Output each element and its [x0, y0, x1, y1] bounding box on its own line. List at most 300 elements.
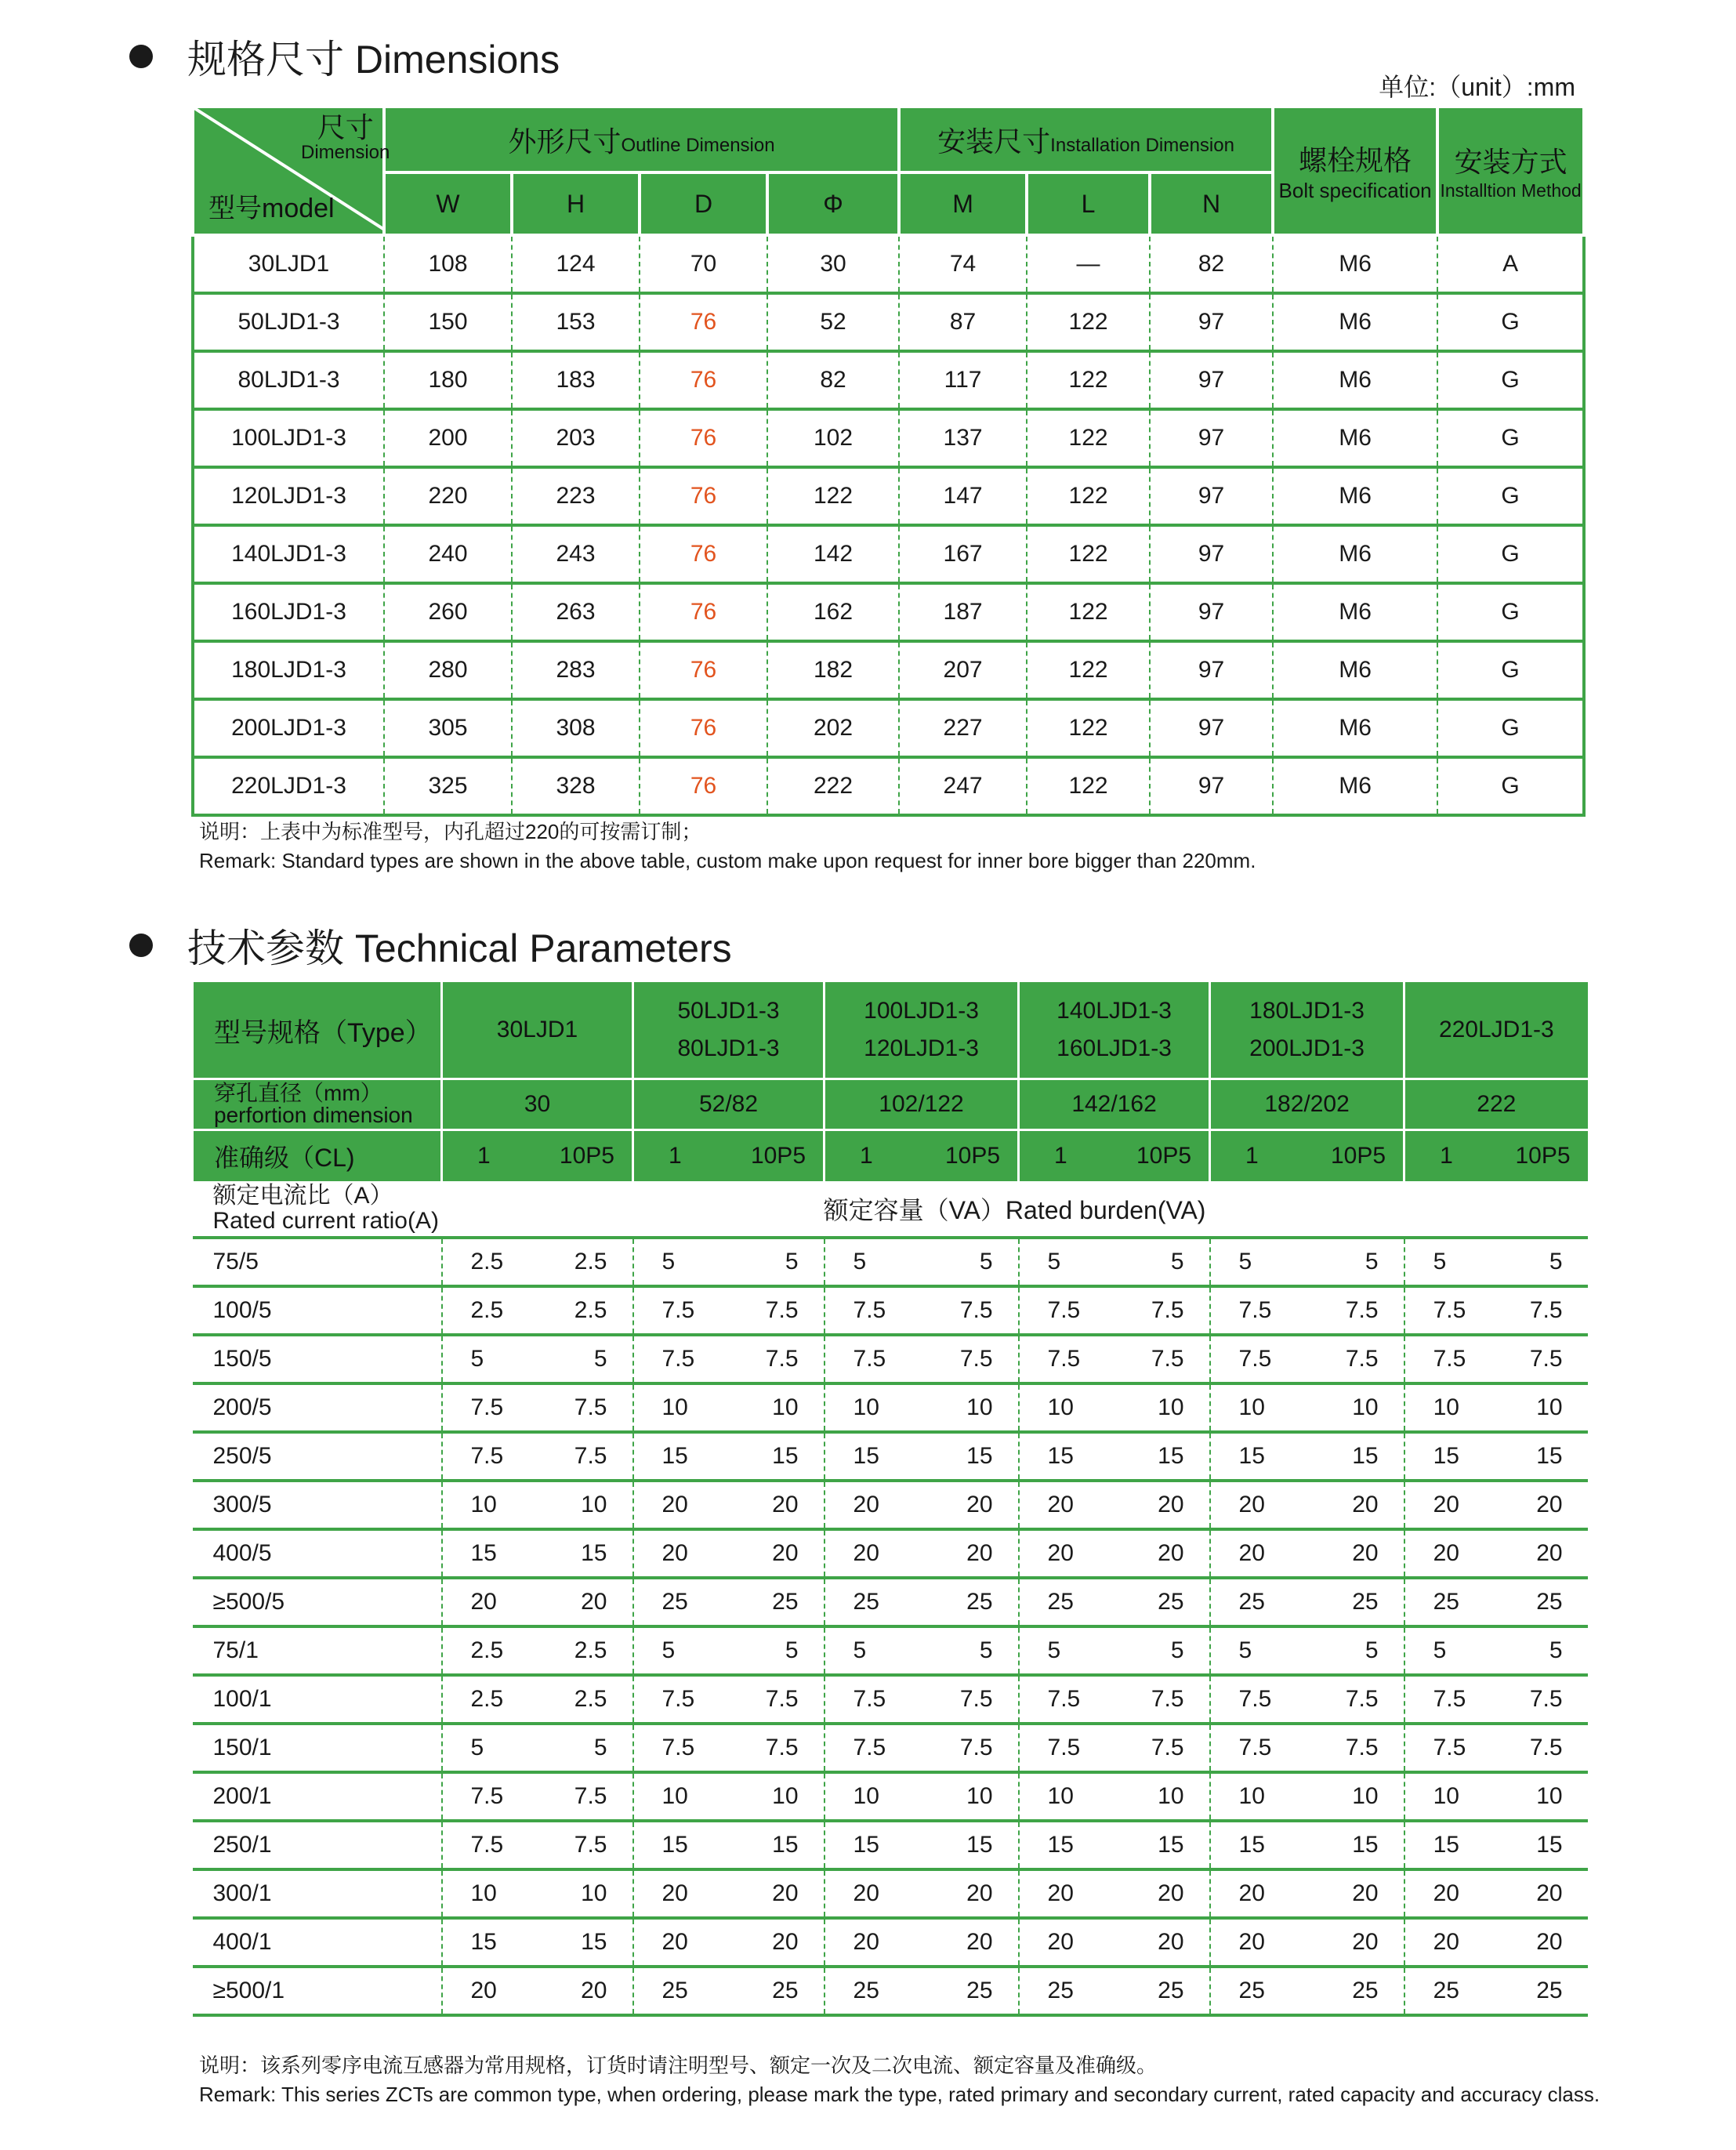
burden-cell: 7.5 — [538, 1821, 633, 1869]
model-cell: 200LJD1-3 — [193, 699, 384, 757]
cl-cell — [1404, 1130, 1588, 1182]
value-cell: G — [1437, 583, 1584, 641]
value-cell: 76 — [640, 351, 767, 409]
col-header: D — [640, 172, 767, 235]
ratio-cell: 400/5 — [193, 1529, 442, 1578]
col-header: M — [899, 172, 1027, 235]
type-name: 80LJD1-3 — [677, 1035, 780, 1061]
install-header: 安装尺寸Installation Dimension — [899, 107, 1273, 172]
burden-cell: 25 — [1019, 1967, 1114, 2015]
cl-cell — [1210, 1130, 1404, 1182]
burden-cell: 20 — [1404, 1481, 1496, 1529]
burden-cell: 7.5 — [922, 1335, 1019, 1383]
burden-cell: 15 — [1210, 1432, 1307, 1481]
burden-cell: 10 — [1210, 1383, 1307, 1432]
value-cell: 308 — [512, 699, 640, 757]
burden-cell: 15 — [538, 1918, 633, 1967]
value-cell: 203 — [512, 409, 640, 467]
value-cell: 167 — [899, 525, 1027, 583]
burden-cell: 20 — [1210, 1918, 1307, 1967]
burden-cell: 20 — [538, 1967, 633, 2015]
cl-value: 10P5 — [1136, 1143, 1192, 1169]
outline-header: 外形尺寸Outline Dimension — [384, 107, 899, 172]
value-cell: 76 — [640, 409, 767, 467]
burden-cell: 20 — [633, 1529, 729, 1578]
col-header: Φ — [767, 172, 899, 235]
value-cell: G — [1437, 699, 1584, 757]
burden-cell: 7.5 — [442, 1772, 538, 1821]
burden-cell: 10 — [442, 1481, 538, 1529]
model-cell: 180LJD1-3 — [193, 641, 384, 699]
table-row — [193, 641, 1584, 699]
value-cell: M6 — [1273, 525, 1437, 583]
corner-header — [193, 107, 390, 235]
value-cell: 87 — [899, 293, 1027, 351]
ratio-cell: ≥500/1 — [193, 1967, 442, 2015]
cl-pair — [443, 1143, 632, 1169]
burden-cell: 7.5 — [633, 1335, 729, 1383]
burden-cell: 20 — [1404, 1918, 1496, 1967]
burden-cell: 25 — [633, 1967, 729, 2015]
burden-cell: 7.5 — [1114, 1286, 1210, 1335]
burden-cell: 15 — [1307, 1821, 1404, 1869]
burden-cell: 10 — [825, 1772, 922, 1821]
burden-cell: 20 — [1114, 1869, 1210, 1918]
value-cell: M6 — [1273, 641, 1437, 699]
dimensions-table — [191, 105, 1586, 817]
value-cell: 142 — [767, 525, 899, 583]
dimensions-note: 说明：上表中为标准型号，内孔超过220的可按需订制； Remark: Standard types are shown in the above table, custom make upon request for inner bore bigger than 220mm. — [199, 820, 1256, 872]
table-row — [193, 1238, 1588, 1286]
burden-cell: 7.5 — [1019, 1335, 1114, 1383]
burden-cell: 15 — [538, 1529, 633, 1578]
burden-cell: 5 — [825, 1626, 922, 1675]
table-row — [193, 1432, 1588, 1481]
burden-cell: 25 — [825, 1578, 922, 1626]
burden-cell: 7.5 — [1114, 1675, 1210, 1724]
table-row — [193, 1869, 1588, 1918]
table-row — [193, 1335, 1588, 1383]
burden-cell: 15 — [633, 1821, 729, 1869]
value-cell: 283 — [512, 641, 640, 699]
burden-cell: 25 — [633, 1578, 729, 1626]
burden-cell: 15 — [1307, 1432, 1404, 1481]
burden-cell: 5 — [922, 1238, 1019, 1286]
burden-cell: 20 — [825, 1481, 922, 1529]
perf-cell: 222 — [1404, 1079, 1588, 1130]
burden-cell: 10 — [922, 1383, 1019, 1432]
burden-cell: 7.5 — [1496, 1675, 1588, 1724]
burden-cell: 20 — [1496, 1869, 1588, 1918]
value-cell: M6 — [1273, 583, 1437, 641]
burden-cell: 25 — [1210, 1578, 1307, 1626]
value-cell: 30 — [767, 235, 899, 293]
bullet-icon — [129, 934, 153, 957]
value-cell: 82 — [1150, 235, 1273, 293]
burden-cell: 10 — [1114, 1772, 1210, 1821]
value-cell: 70 — [640, 235, 767, 293]
table-row — [193, 525, 1584, 583]
burden-cell: 2.5 — [442, 1675, 538, 1724]
cl-value: 1 — [1440, 1143, 1453, 1169]
burden-cell: 25 — [1210, 1967, 1307, 2015]
ratio-label — [193, 1181, 442, 1238]
table-row — [193, 757, 1584, 815]
value-cell: M6 — [1273, 699, 1437, 757]
burden-cell: 20 — [825, 1869, 922, 1918]
cl-value: 1 — [1245, 1143, 1259, 1169]
ratio-cell: 75/1 — [193, 1626, 442, 1675]
burden-cell: 15 — [922, 1432, 1019, 1481]
value-cell: 76 — [640, 699, 767, 757]
cl-cell — [825, 1130, 1019, 1182]
value-cell: 202 — [767, 699, 899, 757]
burden-cell: 5 — [729, 1626, 825, 1675]
model-cell: 120LJD1-3 — [193, 467, 384, 525]
burden-cell: 20 — [1019, 1869, 1114, 1918]
burden-cell: 7.5 — [633, 1286, 729, 1335]
perf-cell: 30 — [442, 1079, 633, 1130]
model-cell: 50LJD1-3 — [193, 293, 384, 351]
burden-cell: 15 — [442, 1529, 538, 1578]
burden-cell: 7.5 — [1307, 1286, 1404, 1335]
burden-cell: 15 — [1404, 1821, 1496, 1869]
burden-cell: 20 — [1404, 1869, 1496, 1918]
burden-cell: 2.5 — [538, 1238, 633, 1286]
value-cell: 76 — [640, 641, 767, 699]
value-cell: G — [1437, 409, 1584, 467]
burden-cell: 20 — [1307, 1869, 1404, 1918]
value-cell: — — [1027, 235, 1150, 293]
burden-cell: 7.5 — [633, 1675, 729, 1724]
value-cell: 76 — [640, 583, 767, 641]
table-row — [193, 1626, 1588, 1675]
burden-cell: 5 — [442, 1335, 538, 1383]
value-cell: 122 — [1027, 351, 1150, 409]
burden-cell: 15 — [1019, 1821, 1114, 1869]
burden-cell: 10 — [1210, 1772, 1307, 1821]
cl-value: 10P5 — [944, 1143, 1001, 1169]
burden-cell: 20 — [922, 1869, 1019, 1918]
burden-cell: 5 — [1210, 1238, 1307, 1286]
burden-cell: 7.5 — [1210, 1675, 1307, 1724]
ratio-cell: 300/1 — [193, 1869, 442, 1918]
burden-cell: 10 — [1019, 1383, 1114, 1432]
type-name: 100LJD1-3 — [864, 998, 979, 1024]
value-cell: 97 — [1150, 293, 1273, 351]
burden-cell: 20 — [1496, 1481, 1588, 1529]
cl-cell — [1019, 1130, 1210, 1182]
burden-cell: 15 — [1496, 1821, 1588, 1869]
burden-cell: 5 — [633, 1626, 729, 1675]
value-cell: 240 — [384, 525, 512, 583]
perf-label-cn: 穿孔直径（mm） — [214, 1081, 382, 1105]
value-cell: 117 — [899, 351, 1027, 409]
technical-note: 说明：该系列零序电流互感器为常用规格，订货时请注明型号、额定一次及二次电流、额定容量及准确级。 Remark: This series ZCTs are common type, when ordering, please mark the type, rated primary and secondary current, rated capacity and accuracy class. — [199, 2054, 1600, 2106]
value-cell: 260 — [384, 583, 512, 641]
value-cell: 220 — [384, 467, 512, 525]
value-cell: 207 — [899, 641, 1027, 699]
perf-cell: 102/122 — [825, 1079, 1019, 1130]
burden-cell: 20 — [922, 1481, 1019, 1529]
burden-cell: 25 — [1019, 1578, 1114, 1626]
burden-cell: 10 — [1496, 1772, 1588, 1821]
col-header: N — [1150, 172, 1273, 235]
value-cell: 122 — [1027, 583, 1150, 641]
ratio-cell: 300/5 — [193, 1481, 442, 1529]
burden-cell: 15 — [922, 1821, 1019, 1869]
dimensions-heading: 规格尺寸 Dimensions — [129, 28, 560, 85]
burden-cell: 15 — [1114, 1821, 1210, 1869]
burden-cell: 20 — [1307, 1918, 1404, 1967]
value-cell: M6 — [1273, 467, 1437, 525]
burden-cell: 10 — [1307, 1772, 1404, 1821]
burden-cell: 20 — [1114, 1481, 1210, 1529]
perf-cell: 142/162 — [1019, 1079, 1210, 1130]
burden-cell: 20 — [633, 1918, 729, 1967]
burden-cell: 7.5 — [825, 1675, 922, 1724]
ratio-cell: 100/5 — [193, 1286, 442, 1335]
burden-cell: 10 — [825, 1383, 922, 1432]
ratio-cell: 75/5 — [193, 1238, 442, 1286]
value-cell: 153 — [512, 293, 640, 351]
burden-cell: 5 — [922, 1626, 1019, 1675]
burden-cell: 10 — [729, 1383, 825, 1432]
col-header: W — [384, 172, 512, 235]
burden-cell: 20 — [1210, 1481, 1307, 1529]
value-cell: 122 — [1027, 467, 1150, 525]
col-header: L — [1027, 172, 1150, 235]
burden-cell: 7.5 — [538, 1772, 633, 1821]
burden-cell: 7.5 — [633, 1724, 729, 1772]
cl-pair — [1211, 1143, 1403, 1169]
burden-cell: 20 — [729, 1529, 825, 1578]
burden-cell: 20 — [1114, 1529, 1210, 1578]
value-cell: G — [1437, 467, 1584, 525]
value-cell: 122 — [1027, 409, 1150, 467]
burden-cell: 5 — [1019, 1238, 1114, 1286]
burden-cell: 10 — [1496, 1383, 1588, 1432]
value-cell: 97 — [1150, 409, 1273, 467]
corner-top-en: Dimension — [301, 141, 390, 163]
type-cell — [633, 981, 825, 1079]
perf-label-en: perfortion dimension — [214, 1103, 413, 1127]
ratio-cell: 250/1 — [193, 1821, 442, 1869]
perf-cell: 182/202 — [1210, 1079, 1404, 1130]
burden-cell: 5 — [1114, 1238, 1210, 1286]
burden-cell: 10 — [1019, 1772, 1114, 1821]
burden-cell: 20 — [825, 1918, 922, 1967]
burden-cell: 20 — [633, 1869, 729, 1918]
type-name: 120LJD1-3 — [864, 1035, 979, 1061]
table-row — [193, 1286, 1588, 1335]
burden-cell: 10 — [1404, 1772, 1496, 1821]
value-cell: 122 — [1027, 293, 1150, 351]
value-cell: 108 — [384, 235, 512, 293]
value-cell: 97 — [1150, 351, 1273, 409]
value-cell: 280 — [384, 641, 512, 699]
burden-cell: 5 — [1019, 1626, 1114, 1675]
burden-cell: 7.5 — [442, 1383, 538, 1432]
burden-cell: 7.5 — [1210, 1335, 1307, 1383]
value-cell: 187 — [899, 583, 1027, 641]
type-cell — [1019, 981, 1210, 1079]
burden-cell: 5 — [1496, 1238, 1588, 1286]
burden-cell: 7.5 — [922, 1286, 1019, 1335]
burden-cell: 15 — [1114, 1432, 1210, 1481]
burden-cell: 20 — [1404, 1529, 1496, 1578]
value-cell: M6 — [1273, 409, 1437, 467]
perf-cell: 52/82 — [633, 1079, 825, 1130]
value-cell: 97 — [1150, 467, 1273, 525]
burden-cell: 10 — [442, 1869, 538, 1918]
value-cell: 122 — [767, 467, 899, 525]
burden-cell: 2.5 — [538, 1286, 633, 1335]
burden-cell: 7.5 — [1019, 1675, 1114, 1724]
ratio-cell: 100/1 — [193, 1675, 442, 1724]
cl-row — [193, 1130, 1588, 1182]
burden-cell: 15 — [442, 1918, 538, 1967]
type-name: 50LJD1-3 — [677, 998, 780, 1024]
value-cell: 243 — [512, 525, 640, 583]
ratio-cell: 150/1 — [193, 1724, 442, 1772]
burden-cell: 7.5 — [825, 1724, 922, 1772]
burden-cell: 7.5 — [1019, 1286, 1114, 1335]
burden-cell: 25 — [1496, 1578, 1588, 1626]
table-row — [193, 235, 1584, 293]
type-cell — [1210, 981, 1404, 1079]
table-row — [193, 1724, 1588, 1772]
burden-cell: 7.5 — [1019, 1724, 1114, 1772]
burden-cell: 25 — [1114, 1578, 1210, 1626]
value-cell: 122 — [1027, 757, 1150, 815]
value-cell: 97 — [1150, 583, 1273, 641]
burden-cell: 20 — [442, 1967, 538, 2015]
burden-cell: 15 — [729, 1432, 825, 1481]
burden-cell: 10 — [1114, 1383, 1210, 1432]
burden-cell: 7.5 — [1307, 1675, 1404, 1724]
table-row — [193, 1918, 1588, 1967]
type-name: 140LJD1-3 — [1056, 998, 1172, 1024]
value-cell: 97 — [1150, 525, 1273, 583]
burden-cell: 7.5 — [729, 1675, 825, 1724]
value-cell: 137 — [899, 409, 1027, 467]
technical-heading: 技术参数 Technical Parameters — [129, 917, 732, 973]
value-cell: G — [1437, 757, 1584, 815]
table-row — [193, 583, 1584, 641]
cl-label: 准确级（CL) — [193, 1130, 442, 1182]
table-row — [193, 1967, 1588, 2015]
model-cell: 160LJD1-3 — [193, 583, 384, 641]
burden-cell: 20 — [1307, 1529, 1404, 1578]
value-cell: 76 — [640, 467, 767, 525]
value-cell: 223 — [512, 467, 640, 525]
burden-cell: 25 — [1307, 1578, 1404, 1626]
burden-cell: 5 — [1114, 1626, 1210, 1675]
type-cell — [825, 981, 1019, 1079]
cl-pair — [1405, 1143, 1588, 1169]
burden-cell: 7.5 — [825, 1286, 922, 1335]
table-row — [193, 409, 1584, 467]
value-cell: 162 — [767, 583, 899, 641]
burden-cell: 20 — [1496, 1918, 1588, 1967]
burden-cell: 7.5 — [825, 1335, 922, 1383]
burden-cell: 10 — [1307, 1383, 1404, 1432]
value-cell: M6 — [1273, 293, 1437, 351]
burden-cell: 25 — [1307, 1967, 1404, 2015]
value-cell: 82 — [767, 351, 899, 409]
technical-table — [191, 980, 1588, 2017]
burden-cell: 15 — [825, 1432, 922, 1481]
value-cell: G — [1437, 351, 1584, 409]
burden-cell: 20 — [1307, 1481, 1404, 1529]
burden-cell: 15 — [1210, 1821, 1307, 1869]
table-row — [193, 1821, 1588, 1869]
burden-cell: 25 — [729, 1578, 825, 1626]
burden-cell: 7.5 — [1404, 1675, 1496, 1724]
ratio-label-en: Rated current ratio(A) — [212, 1208, 439, 1234]
model-cell: 220LJD1-3 — [193, 757, 384, 815]
value-cell: 124 — [512, 235, 640, 293]
burden-cell: 7.5 — [1307, 1724, 1404, 1772]
value-cell: G — [1437, 525, 1584, 583]
ratio-header-row — [193, 1181, 1588, 1238]
burden-cell: 5 — [1307, 1626, 1404, 1675]
burden-cell: 2.5 — [538, 1626, 633, 1675]
type-name: 200LJD1-3 — [1249, 1035, 1365, 1061]
type-name: 180LJD1-3 — [1249, 998, 1365, 1024]
value-cell: 122 — [1027, 641, 1150, 699]
burden-cell: 25 — [1404, 1967, 1496, 2015]
burden-cell: 20 — [442, 1578, 538, 1626]
burden-cell: 25 — [1496, 1967, 1588, 2015]
burden-cell: 7.5 — [1404, 1286, 1496, 1335]
burden-cell: 7.5 — [1114, 1335, 1210, 1383]
cl-value: 10P5 — [750, 1143, 806, 1169]
value-cell: 76 — [640, 757, 767, 815]
burden-cell: 10 — [922, 1772, 1019, 1821]
value-cell: 305 — [384, 699, 512, 757]
burden-cell: 5 — [1496, 1626, 1588, 1675]
value-cell: 325 — [384, 757, 512, 815]
table-row — [193, 1481, 1588, 1529]
burden-cell: 15 — [1019, 1432, 1114, 1481]
cl-value: 10P5 — [1330, 1143, 1386, 1169]
burden-cell: 5 — [633, 1238, 729, 1286]
type-label: 型号规格（Type） — [193, 981, 442, 1079]
value-cell: 150 — [384, 293, 512, 351]
corner-top-cn: 尺寸 — [317, 111, 374, 143]
burden-cell: 20 — [1019, 1529, 1114, 1578]
burden-cell: 25 — [825, 1967, 922, 2015]
burden-cell: 5 — [825, 1238, 922, 1286]
burden-cell: 10 — [1404, 1383, 1496, 1432]
bolt-header: 螺栓规格 Bolt specification — [1273, 107, 1437, 235]
burden-cell: 10 — [633, 1383, 729, 1432]
burden-cell: 5 — [1404, 1626, 1496, 1675]
cl-value: 10P5 — [559, 1143, 614, 1169]
value-cell: 122 — [1027, 699, 1150, 757]
burden-cell: 20 — [1210, 1529, 1307, 1578]
value-cell: 200 — [384, 409, 512, 467]
value-cell: A — [1437, 235, 1584, 293]
burden-cell: 25 — [922, 1578, 1019, 1626]
value-cell: 74 — [899, 235, 1027, 293]
model-cell: 80LJD1-3 — [193, 351, 384, 409]
burden-cell: 5 — [538, 1335, 633, 1383]
value-cell: M6 — [1273, 351, 1437, 409]
burden-cell: 7.5 — [538, 1383, 633, 1432]
